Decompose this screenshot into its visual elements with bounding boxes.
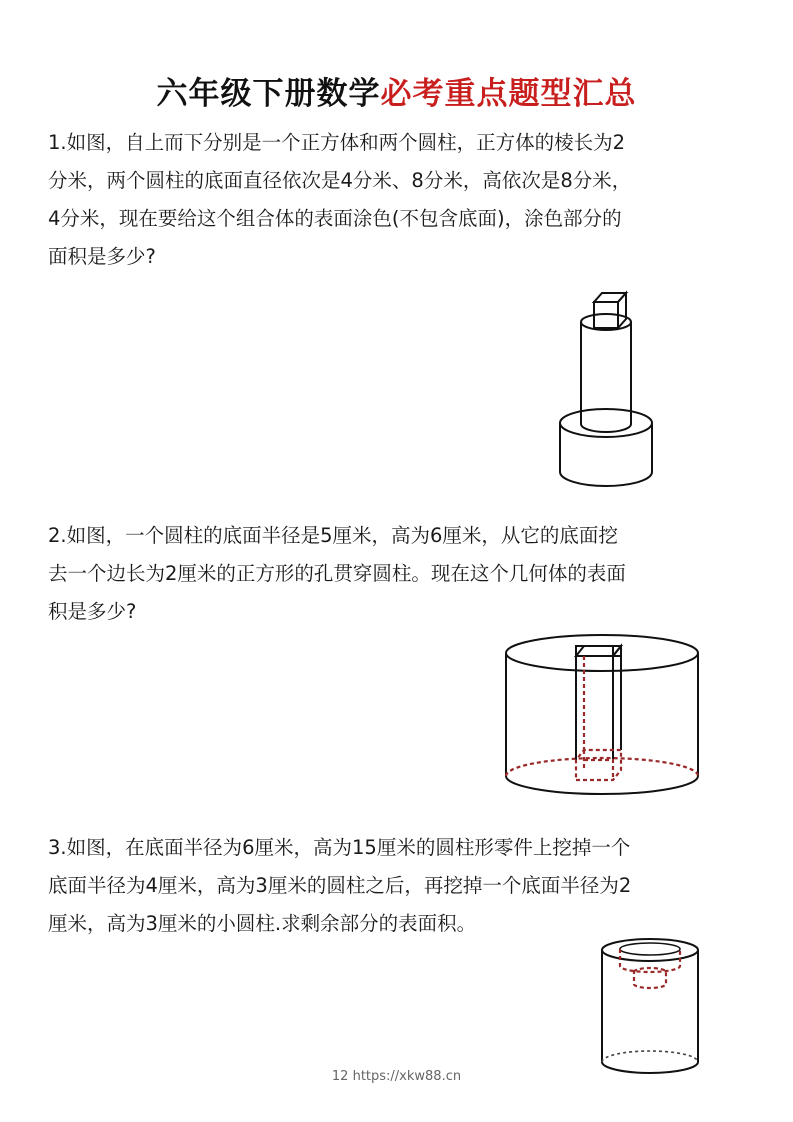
cube-shape — [594, 293, 626, 328]
outer-cylinder-shape — [602, 939, 698, 1073]
figure-1-stacked-solids — [548, 282, 752, 494]
page-footer: 12 https://xkw88.cn — [331, 1069, 462, 1084]
title-black-part: 六年级下册数学 — [156, 76, 381, 112]
small-cylinder-shape — [581, 314, 631, 432]
large-cylinder-shape — [560, 409, 652, 486]
cylinder-shape — [506, 635, 698, 794]
title-red-part: 必考重点题型汇总 — [380, 76, 637, 112]
problem-2-text: 2.如图，一个圆柱的底面半径是5厘米，高为6厘米，从它的底面挖 去一个边长为2厘米的正方形的孔贯穿圆柱。现在这个几何体的表面 积是多少? — [48, 524, 626, 623]
recess-shape — [620, 943, 680, 988]
problem-3-text: 3.如图，在底面半径为6厘米，高为15厘米的圆柱形零件上挖掉一个 底面半径为4厘米，高为3厘米的圆柱之后，再挖掉一个底面半径为2 厘米，高为3厘米的小圆柱.求剩余部分的表面积。 — [48, 836, 632, 935]
figure-2-cylinder-square-hole — [500, 628, 708, 806]
figure-3-cylinder-with-recess — [596, 932, 708, 1080]
problem-1-text: 1.如图，自上而下分别是一个正方体和两个圆柱，正方体的棱长为2 分米，两个圆柱的底面直径依次是4分米、8分米，高依次是8分米， 4分米，现在要给这个组合体的表面涂色(不包含底面)，涂色部分的 面积是多少? — [48, 131, 632, 268]
square-hole-shape — [576, 646, 621, 780]
page-title — [0, 68, 793, 113]
